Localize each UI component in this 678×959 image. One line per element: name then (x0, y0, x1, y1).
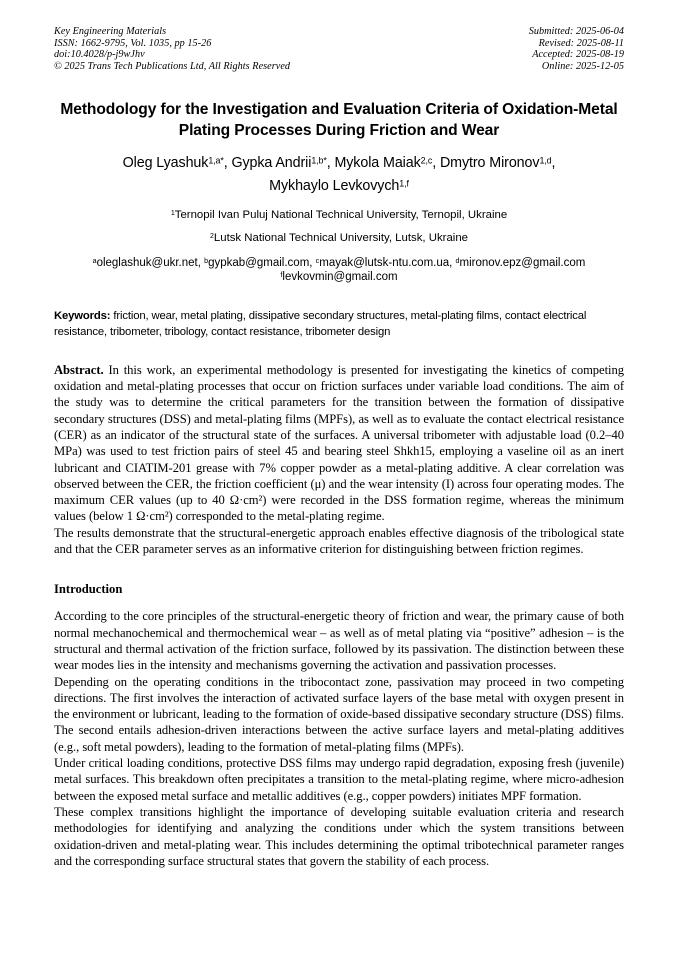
author-line-1: Oleg Lyashuk$^{1,a*}$, Gypka Andrii$^{1,b*}$, Mykola Maiak$^{2,c}$, Dmytro Mironov$^{1,d}$, (122, 155, 556, 172)
introduction-paragraph: Under critical loading conditions, protective DSS films may undergo rapid degradation, exposing fresh (juvenile) metal surfaces. This breakdown often precipitates a transition to the metal-plating regime, where micro-adhesion between the exposed metal surface and metallic additives (e.g., copper powders) initiates MPF formation. (54, 756, 624, 803)
abstract-paragraph-1 (54, 362, 624, 525)
author-name: Mykola Maiak (334, 155, 421, 172)
affiliation-text: Lutsk National Technical University, Lutsk, Ukraine (213, 232, 468, 245)
email-address[interactable]: oleglashuk@ukr.net (96, 257, 198, 270)
introduction-paragraph: According to the core principles of the structural-energetic theory of friction and wear, the primary cause of both normal mechanochemical and thermochemical wear – as well as of metal plating via “positive” adhesion – is the structural and thermal activation of the friction surface, followed by its passivation. The distinction between these wear modes lies in the intensity and mechanisms governing the activation and passivation processes. (54, 609, 624, 673)
email-marker: d (455, 257, 460, 266)
affiliation-line (54, 209, 624, 222)
email-marker: a (92, 257, 97, 266)
affiliation-marker: 1 (170, 210, 175, 218)
journal-issn-volume: ISSN: 1662-9795, Vol. 1035, pp 15-26 (54, 37, 212, 49)
journal-header (54, 26, 624, 72)
affiliation-list (54, 209, 624, 245)
paper-title: Methodology for the Investigation and Evaluation Criteria of Oxidation-Metal Plating Processes During Friction and Wear (60, 101, 618, 139)
email-marker: c (315, 257, 320, 266)
affiliation-marker: 2 (209, 233, 214, 241)
author-name: Dmytro Mironov (439, 155, 540, 172)
author-affiliation-marker: 1,b* (311, 155, 327, 166)
abstract-paragraph-2: The results demonstrate that the structural-energetic approach enables effective diagnosis of the tribological state and that the CER parameter serves as an informative criterion for distinguishing between friction regimes. (54, 525, 624, 557)
keywords-label: Keywords: (54, 310, 111, 323)
author-list (54, 152, 624, 198)
email-address[interactable]: mayak@lutsk-ntu.com.ua (319, 257, 450, 270)
journal-copyright: © 2025 Trans Tech Publications Ltd, All Rights Reserved (54, 60, 291, 72)
author-affiliation-marker: 1,a* (208, 155, 224, 166)
date-accepted: Accepted: 2025-08-19 (532, 49, 624, 61)
email-list (54, 256, 624, 284)
email-address[interactable]: gypkab@gmail.com (208, 257, 310, 270)
introduction-heading: Introduction (54, 582, 123, 597)
author-affiliation-marker: 1,d (539, 155, 552, 166)
date-revised: Revised: 2025-08-11 (538, 37, 624, 49)
abstract-label: Abstract. (54, 362, 104, 377)
email-address[interactable]: levkovmin@gmail.com (282, 271, 398, 284)
email-line-1: $^a$oleglashuk@ukr.net, $^b$gypkab@gmail.com, $^c$mayak@lutsk-ntu.com.ua, $^d$mironov.epz@gmail.com (92, 257, 586, 270)
keywords-text: friction, wear, metal plating, dissipative secondary structures, metal-plating films, contact electrical resistance, tribometer, tribology, contact resistance, tribometer design (54, 310, 587, 338)
journal-name: Key Engineering Materials (54, 26, 167, 37)
abstract-text-1: In this work, an experimental methodology is presented for investigating the kinetics of competing oxidation and metal-plating processes that occur on friction surfaces under variable load conditions. The aim of the study was to determine the critical parameters for the transition between the formation of dissipative secondary structures (DSS) and metal-plating films (MPFs), as well as to evaluate the contact electrical resistance (CER) as an indicator of the structural state of the surfaces. A universal tribometer with adjustable load (0.2–40 MPa) was used to test friction pairs of steel 45 and bearing steel Shkh15, employing a vaseline oil as an inert lubricant and CIATIM-201 grease with 7% copper powder as a metal-plating additive. A clear correlation was observed between the CER, the friction coefficient (μ) and the wear intensity (I) across four operating modes. The maximum CER values (up to 40 Ω·cm²) were recorded in the DSS formation regime, whereas the minimum values (below 1 Ω·cm²) corresponded to the metal-plating regime. (54, 362, 624, 524)
author-line-2 (269, 178, 409, 194)
keywords-block (54, 309, 624, 339)
author-name: Gypka Andrii (231, 155, 312, 172)
email-address[interactable]: mironov.epz@gmail.com (459, 257, 586, 270)
abstract-block (54, 362, 624, 558)
email-marker: b (204, 257, 209, 266)
affiliation-line (54, 232, 624, 245)
email-marker: f (280, 271, 283, 280)
author-affiliation-marker: 1,f (399, 178, 409, 189)
journal-header-left (54, 26, 290, 72)
journal-doi: doi:10.4028/p-j9wJhv (54, 49, 145, 61)
author-affiliation-marker: 2,c (420, 155, 433, 166)
introduction-body (54, 608, 624, 869)
introduction-paragraph: These complex transitions highlight the importance of developing suitable evaluation criteria and research methodologies for identifying and analyzing the conditions under which the system transitions between oxidation-driven and metal-plating wear. This includes determining the optimal tribotechnical parameter ranges and the corresponding surface structural states that govern the stability of each process. (54, 804, 624, 868)
email-line-2 (280, 271, 397, 283)
affiliation-text: Ternopil Ivan Puluj National Technical University, Ternopil, Ukraine (174, 209, 508, 222)
journal-header-right (529, 26, 624, 72)
author-name: Mykhaylo Levkovych (269, 178, 400, 195)
date-submitted: Submitted: 2025-06-04 (528, 26, 624, 37)
author-name: Oleg Lyashuk (122, 155, 209, 172)
introduction-paragraph: Depending on the operating conditions in the tribocontact zone, passivation may proceed in two competing directions. The first involves the interaction of activated surface layers of the base metal with oxygen present in the environment or lubricant, leading to the formation of oxide-based dissipative secondary structure (DSS) films. The second entails adhesion-driven interactions between the active surface layers and metal-plating additives (e.g., soft metal powders), leading to the formation of metal-plating films (MPFs). (54, 674, 624, 754)
date-online: Online: 2025-12-05 (541, 60, 624, 72)
